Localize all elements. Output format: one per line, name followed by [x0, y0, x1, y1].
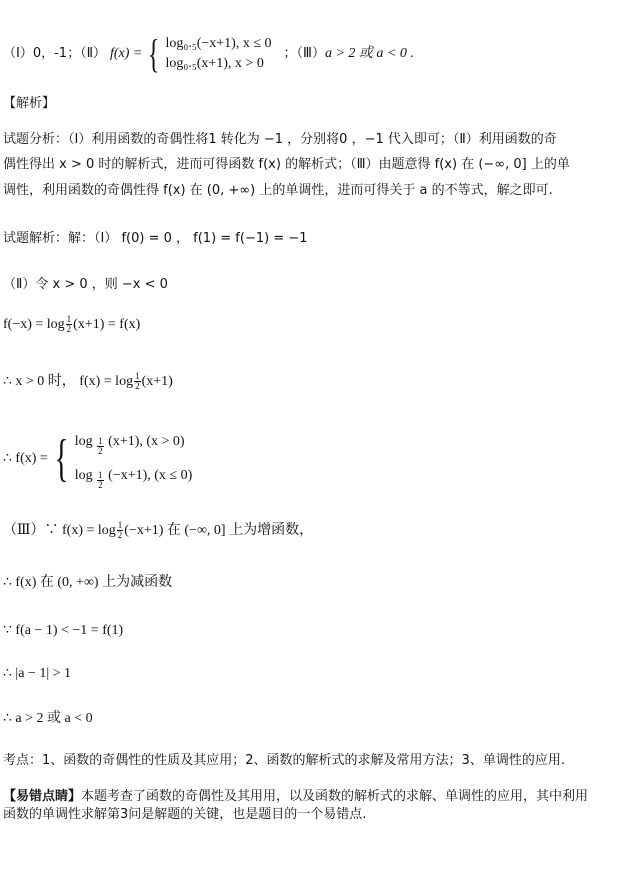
yicuo-label: 【易错点睛】	[3, 789, 82, 804]
solution-line-9: ∴ |a − 1| > 1	[3, 666, 72, 681]
analysis-line-1: 试题分析：（Ⅰ）利用函数的奇偶性将1 转化为 −1 ，分别将0 ，−1 代入即可；（Ⅱ）利用函数的奇	[3, 132, 557, 147]
solution-line-8: ∵ f(a − 1) < −1 = f(1)	[3, 623, 124, 638]
answer-case2: log₀.₅(x+1), x > 0	[165, 56, 264, 71]
line6-left: （Ⅲ）∵ f(x) = log	[3, 522, 116, 538]
answer-part1: （Ⅰ）0，-1；（Ⅱ）	[3, 46, 106, 61]
analysis-line-2: 偶性得出 x > 0 时的解析式，进而可得函数 f(x) 的解析式；（Ⅲ）由题意得 f(x) 在 (−∞, 0] 上的单	[3, 157, 570, 172]
piecewise-cases	[75, 425, 193, 493]
yicuo-line-1	[3, 788, 588, 806]
line4-right: (x+1)	[141, 373, 173, 389]
answer-condition: a > 2 或 a < 0 .	[324, 46, 414, 61]
kaodian-line: 考点：1、函数的奇偶性的性质及其应用；2、函数的解析式的求解及常用方法；3、单调性的应用.	[3, 753, 565, 768]
line5-left: ∴ f(x) =	[3, 451, 48, 466]
half-fraction: $\frac{1}{2}$	[98, 436, 103, 456]
analysis-line-3: 调性，利用函数的奇偶性得 f(x) 在 (0, +∞) 上的单调性，进而可得关于 a 的不等式，解之即可.	[3, 183, 553, 198]
solution-line-5	[3, 425, 192, 493]
yicuo-line-2: 函数的单调性求解第3问是解题的关键，也是题目的一个易错点.	[3, 807, 367, 822]
half-fraction: $\frac{1}{2}$	[66, 314, 72, 334]
yicuo-text: 本题考查了函数的奇偶性及其用用，以及函数的解析式的求解、单调性的应用，其中利用	[81, 789, 589, 804]
solution-line-7: ∴ f(x) 在 (0, +∞) 上为减函数	[3, 575, 173, 590]
jiexi-heading: 【解析】	[3, 96, 56, 111]
solution-line-2: （Ⅱ）令 x > 0 ，则 −x < 0	[3, 277, 168, 292]
solution-line-10: ∴ a > 2 或 a < 0	[3, 711, 93, 726]
half-fraction: $\frac{1}{2}$	[135, 371, 140, 391]
solution-line-3	[3, 315, 140, 334]
line4-left: ∴ x > 0 时， f(x) = log	[3, 373, 134, 389]
solution-line-4	[3, 372, 173, 391]
line6-right: (−x+1) 在 (−∞, 0] 上为增函数，	[124, 522, 314, 538]
solution-line-1: 试题解析：解：（Ⅰ） f(0) = 0 ， f(1) = f(−1) = −1	[3, 231, 308, 246]
half-fraction: $\frac{1}{2}$	[98, 470, 103, 490]
answer-fx: f(x) =	[109, 46, 143, 61]
piece-case-1: log $\frac{1}{2}$ (x+1), (x > 0)	[74, 434, 185, 456]
half-fraction: $\frac{1}{2}$	[117, 520, 123, 540]
answer-case1: log₀.₅(−x+1), x ≤ 0	[165, 36, 272, 51]
left-brace: {	[148, 31, 160, 76]
line3-left: f(−x) = log	[3, 316, 65, 332]
answer-line	[3, 31, 414, 76]
left-brace: {	[54, 430, 69, 487]
solution-line-6	[3, 521, 313, 540]
line3-right: (x+1) = f(x)	[73, 316, 141, 332]
piece-case-2: log $\frac{1}{2}$ (−x+1), (x ≤ 0)	[74, 468, 193, 490]
answer-cases	[166, 34, 272, 74]
answer-part3: ；（Ⅲ）	[283, 46, 325, 61]
